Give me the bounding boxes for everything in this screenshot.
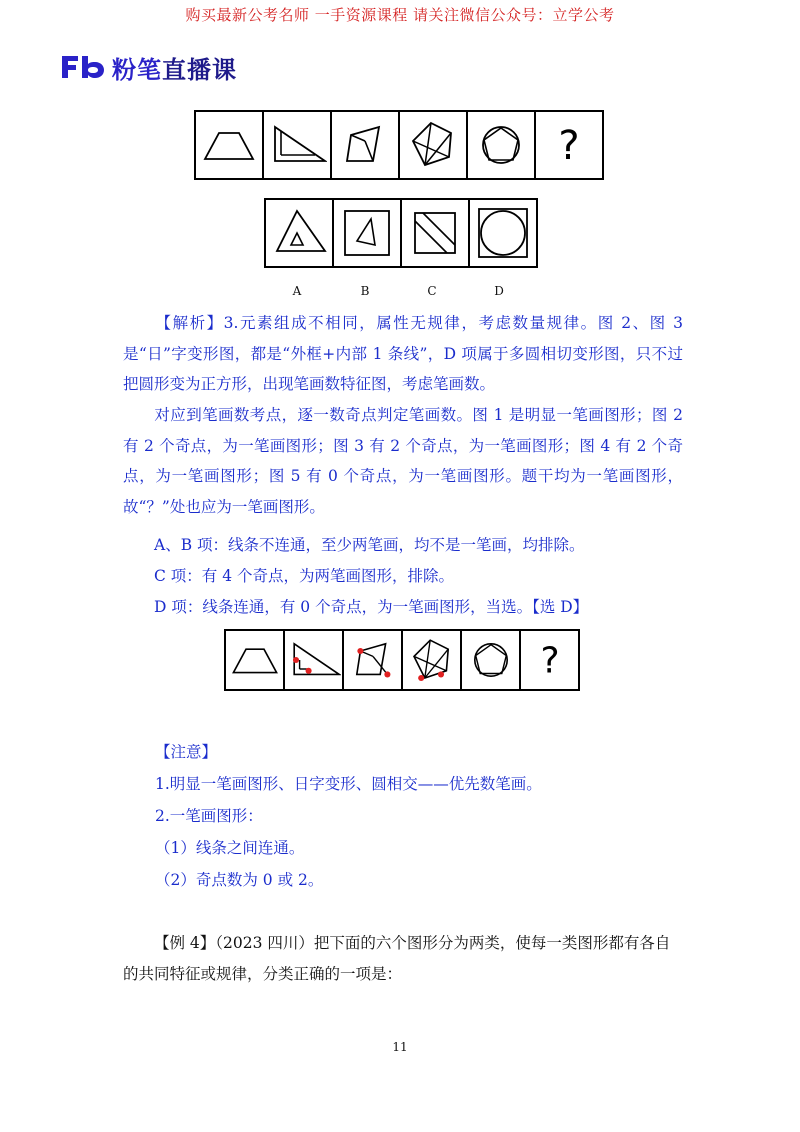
- triangle-line-marked-figure: [287, 633, 341, 687]
- pentagon-lines-marked-figure: [405, 633, 459, 687]
- option-labels: [264, 284, 532, 300]
- note-item-4: （2）奇点数为 0 或 2。: [155, 871, 324, 889]
- question-mark-figure: [539, 115, 599, 175]
- polygon-line-marked-figure: [346, 633, 400, 687]
- option-cell-b: [334, 200, 402, 266]
- question-cell-4: [400, 112, 468, 178]
- circle-in-square-figure: [473, 203, 533, 263]
- note-title: 【注意】: [155, 743, 218, 761]
- odd-point-dot: [437, 671, 443, 677]
- pentagon-lines-figure: [403, 115, 463, 175]
- marked-cell-2: [285, 631, 344, 689]
- analysis-para-5: D 项：线条连通，有 0 个奇点，为一笔画图形，当选。【选 D】: [154, 598, 589, 616]
- marked-cell-5: [462, 631, 521, 689]
- analysis-para-1: 【解析】3.元素组成不相同，属性无规律，考虑数量规律。图 2、图 3 是“日”字变形图，都是“外框+内部 1 条线”，D 项属于多圆相切变形图，只不过把圆形变为正方形，出现笔画数特征图，考虑笔画数。: [123, 314, 683, 393]
- question-cell-2: [264, 112, 332, 178]
- trapezoid-figure: [228, 633, 282, 687]
- logo-product: 直播课: [162, 55, 237, 84]
- question-mark: ?: [539, 640, 560, 682]
- top-banner: 购买最新公考名师 一手资源课程 请关注微信公众号：立学公考: [185, 6, 615, 24]
- circle-square-figure: [471, 115, 531, 175]
- page-number: 11: [392, 1040, 408, 1054]
- question-figure-row: [194, 110, 604, 180]
- question-cell-1: [196, 112, 264, 178]
- option-label-c: C: [427, 284, 437, 298]
- triangle-in-square-figure: [337, 203, 397, 263]
- odd-point-dot: [384, 671, 390, 677]
- analysis-para-2: 对应到笔画数考点，逐一数奇点判定笔画数。图 1 是明显一笔画图形；图 2 有 2 个奇点，为一笔画图形；图 3 有 2 个奇点，为一笔画图形；图 4 有 2 个奇点，为一笔画图形；图 5 有 0 个奇点，为一笔画图形。题干均为一笔画图形，故“？”处也应为一笔画图形。: [123, 406, 683, 516]
- logo-brand: 粉笔: [112, 55, 162, 84]
- marked-cell-3: [344, 631, 403, 689]
- marked-figure-row: [224, 629, 580, 691]
- question-mark: ?: [558, 123, 580, 169]
- odd-point-dot: [292, 657, 298, 663]
- odd-point-dot: [418, 675, 424, 681]
- example-question: 【例 4】（2023 四川）把下面的六个图形分为两类，使每一类图形都有各自的共同特征或规律，分类正确的一项是：: [123, 934, 671, 983]
- marked-cell-4: [403, 631, 462, 689]
- analysis-para-3: A、B 项：线条不连通，至少两笔画，均不是一笔画，均排除。: [154, 536, 585, 554]
- option-cell-d: [470, 200, 536, 266]
- fb-logo-icon: [58, 52, 106, 82]
- square-diagonals-figure: [405, 203, 465, 263]
- odd-point-dot: [357, 648, 363, 654]
- question-cell-3: [332, 112, 400, 178]
- polygon-line-figure: [335, 115, 395, 175]
- option-label-a: A: [292, 284, 302, 298]
- option-label-b: B: [360, 284, 370, 298]
- trapezoid-figure: [199, 115, 259, 175]
- option-label-d: D: [494, 284, 504, 298]
- option-cell-c: [402, 200, 470, 266]
- circle-square-figure: [464, 633, 518, 687]
- question-cell-5: [468, 112, 536, 178]
- option-figure-row: [264, 198, 538, 268]
- fenbi-logo: [58, 52, 237, 82]
- nested-triangles-figure: [269, 203, 329, 263]
- question-cell-6: [536, 112, 602, 178]
- option-cell-a: [266, 200, 334, 266]
- note-item-2: 2.一笔画图形：: [155, 807, 263, 825]
- question-mark-figure: [523, 633, 577, 687]
- note-item-3: （1）线条之间连通。: [155, 839, 305, 857]
- odd-point-dot: [305, 668, 311, 674]
- note-item-1: 1.明显一笔画图形、日字变形、圆相交——优先数笔画。: [155, 775, 542, 793]
- analysis-para-4: C 项：有 4 个奇点，为两笔画图形，排除。: [154, 567, 455, 585]
- marked-cell-6: [521, 631, 578, 689]
- marked-cell-1: [226, 631, 285, 689]
- triangle-line-figure: [267, 115, 327, 175]
